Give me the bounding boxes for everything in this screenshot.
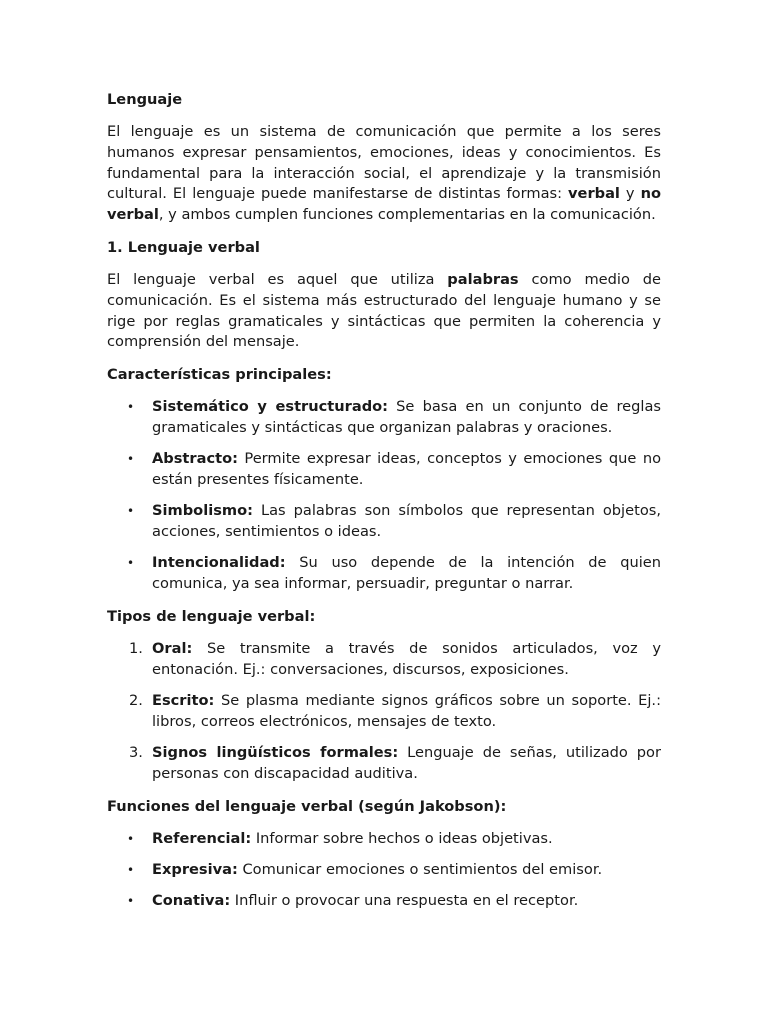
list-item: 1. Oral: Se transmite a través de sonidos articulados, voz y entonación. Ej.: conversaciones, discursos, exposiciones. — [129, 640, 661, 678]
document-title: Lenguaje — [107, 91, 183, 108]
characteristics-heading: Características principales: — [107, 366, 332, 384]
list-item: 2. Escrito: Se plasma mediante signos gráficos sobre un soporte. Ej.: libros, correos electrónicos, mensajes de texto. — [129, 692, 661, 730]
list-number: 1. — [129, 640, 143, 658]
functions-list — [107, 829, 661, 912]
characteristics-list — [107, 397, 661, 595]
document-page — [107, 88, 661, 923]
intro-paragraph: El lenguaje es un sistema de comunicación que permite a los seres humanos expresar pensamientos, emociones, ideas y conocimientos. Es fundamental para la interacción social, el aprendizaje y la transmisión cultural. El lenguaje puede manifestarse de distintas formas: verbal y no verbal, y ambos cumplen funciones complementarias en la comunicación. — [107, 123, 661, 224]
bullet-icon: • — [127, 556, 135, 571]
list-item: • Sistemático y estructurado: Se basa en un conjunto de reglas gramaticales y sintácticas que organizan palabras y oraciones. — [127, 398, 661, 436]
types-heading: Tipos de lenguaje verbal: — [107, 608, 316, 626]
bullet-icon: • — [127, 452, 135, 467]
list-item: 3. Signos lingüísticos formales: Lenguaje de señas, utilizado por personas con discapacidad auditiva. — [129, 744, 661, 782]
bullet-icon: • — [127, 863, 135, 878]
bullet-icon: • — [127, 504, 135, 519]
list-item: • Expresiva: Comunicar emociones o sentimientos del emisor. — [107, 860, 661, 881]
bullet-icon: • — [127, 894, 135, 909]
functions-heading: Funciones del lenguaje verbal (según Jakobson): — [107, 798, 507, 816]
list-item: • Simbolismo: Las palabras son símbolos que representan objetos, acciones, sentimientos o ideas. — [127, 502, 661, 540]
list-item: • Conativa: Influir o provocar una respuesta en el receptor. — [107, 891, 661, 912]
list-item: • Intencionalidad: Su uso depende de la intención de quien comunica, ya sea informar, persuadir, preguntar o narrar. — [127, 554, 661, 592]
verbal-paragraph: El lenguaje verbal es aquel que utiliza palabras como medio de comunicación. Es el sistema más estructurado del lenguaje humano y se rige por reglas gramaticales y sintácticas que permiten la coherencia y comprensión del mensaje. — [107, 270, 662, 351]
list-number: 2. — [129, 692, 143, 710]
list-item: • Referencial: Informar sobre hechos o ideas objetivas. — [107, 829, 661, 850]
bullet-icon: • — [127, 400, 135, 415]
section-heading-verbal: 1. Lenguaje verbal — [107, 238, 260, 256]
bullet-icon: • — [127, 832, 135, 847]
list-number: 3. — [129, 744, 143, 762]
list-item: • Abstracto: Permite expresar ideas, conceptos y emociones que no están presentes físicamente. — [127, 450, 661, 488]
types-list — [107, 639, 661, 785]
